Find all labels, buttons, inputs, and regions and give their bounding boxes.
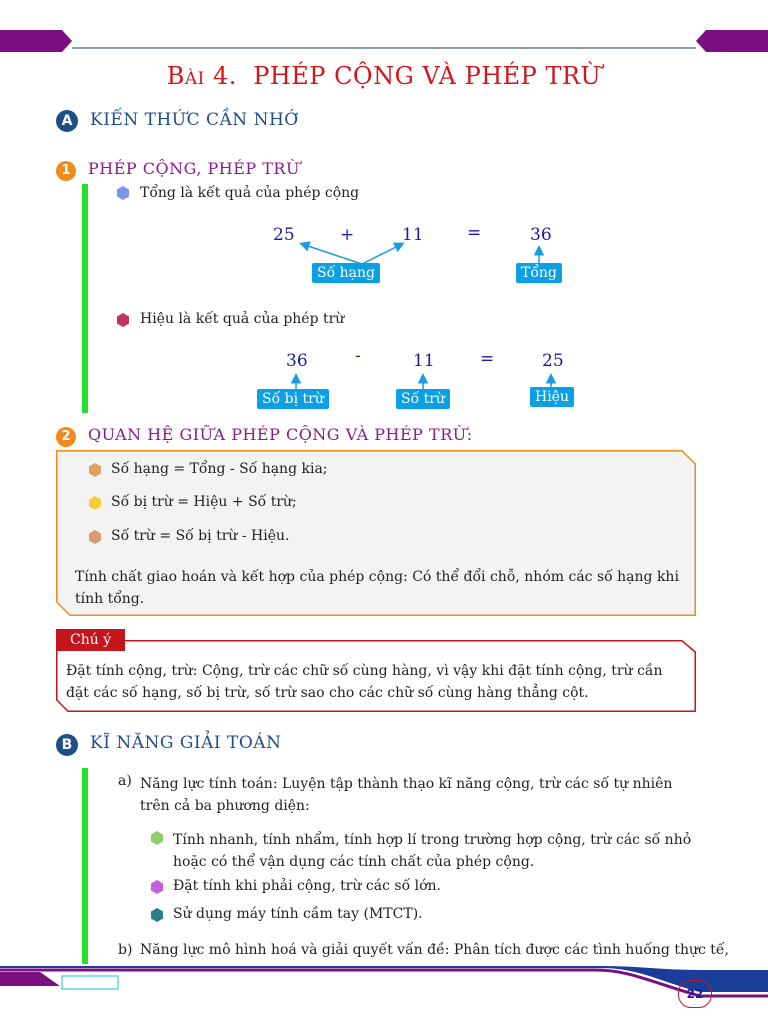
label-subtrahend: Số trừ [396,389,450,409]
difference-result: 25 [542,351,564,371]
note-text: Đặt tính cộng, trừ: Cộng, trừ các chữ số cùng hàng, vì vậy khi đặt tính cộng, trừ cần đặt các số hạng, số bị trừ, số trừ sao cho các chữ số cùng hàng thẳng cột. [66,663,663,701]
hexagon-bullet-icon [88,496,102,510]
label-difference: Hiệu [530,387,574,407]
addend-1: 25 [273,225,295,245]
hexagon-bullet-icon [150,908,164,922]
equals-sign: = [467,223,482,243]
relation-item: Số trừ = Số bị trừ - Hiệu. [111,528,290,544]
subsection-2-title: QUAN HỆ GIỮA PHÉP CỘNG VÀ PHÉP TRỪ: [88,425,473,444]
sum-result: 36 [530,225,552,245]
hexagon-bullet-icon [150,880,164,894]
skill-b-label: b) [118,942,133,958]
label-sum: Tổng [516,263,562,283]
skill-a-label: a) [118,773,132,789]
hexagon-bullet-icon [88,530,102,544]
header-band [0,30,768,52]
label-minuend: Số bị trừ [257,389,329,409]
hexagon-bullet-icon [116,313,130,327]
label-addends: Số hạng [312,263,380,283]
footer-band [0,966,768,1024]
section-b-title: KĨ NĂNG GIẢI TOÁN [90,733,282,753]
minuend: 36 [286,351,308,371]
sum-definition: Tổng là kết quả của phép cộng [140,185,360,201]
subsection-1-badge: 1 [56,161,76,181]
hexagon-bullet-icon [88,463,102,477]
equals-sign: = [480,349,495,369]
page-number: 22 [678,980,712,1008]
section-b-badge: B [56,734,78,756]
accent-bar-1 [82,184,88,413]
accent-bar-2 [82,768,88,964]
subsection-2-badge: 2 [56,427,76,447]
addend-2: 11 [402,225,424,245]
page-title: Bài 4. PHÉP CỘNG VÀ PHÉP TRỪ [166,62,602,90]
section-a-title: KIẾN THỨC CẦN NHỚ [90,110,299,130]
skill-item: Sử dụng máy tính cầm tay (MTCT). [173,906,423,922]
relation-item: Số hạng = Tổng - Số hạng kia; [111,461,328,477]
skill-b-text: Năng lực mô hình hoá và giải quyết vấn đề: Phân tích được các tình huống thực tế, [140,942,729,958]
hexagon-bullet-icon [116,186,130,200]
skill-a-text: Năng lực tính toán: Luyện tập thành thạo kĩ năng cộng, trừ các số tự nhiên trên cả ba phương diện: [140,776,673,814]
plus-sign: + [340,225,355,245]
relation-item: Số bị trừ = Hiệu + Số trừ; [111,494,297,510]
property-note: Tính chất giao hoán và kết hợp của phép cộng: Có thể đổi chỗ, nhóm các số hạng khi tính tổng. [75,569,679,607]
minus-sign: - [355,346,361,366]
subsection-1-title: PHÉP CỘNG, PHÉP TRỪ [88,159,300,178]
difference-definition: Hiệu là kết quả của phép trừ [140,311,345,327]
skill-item: Đặt tính khi phải cộng, trừ các số lớn. [173,878,441,894]
section-a-badge: A [56,110,78,132]
subtrahend: 11 [413,351,435,371]
note-tag: Chú ý [56,629,125,651]
hexagon-bullet-icon [150,831,164,845]
skill-item: Tính nhanh, tính nhẩm, tính hợp lí trong trường hợp cộng, trừ các số nhỏ hoặc có thể vận dụng các tính chất của phép cộng. [173,832,692,870]
